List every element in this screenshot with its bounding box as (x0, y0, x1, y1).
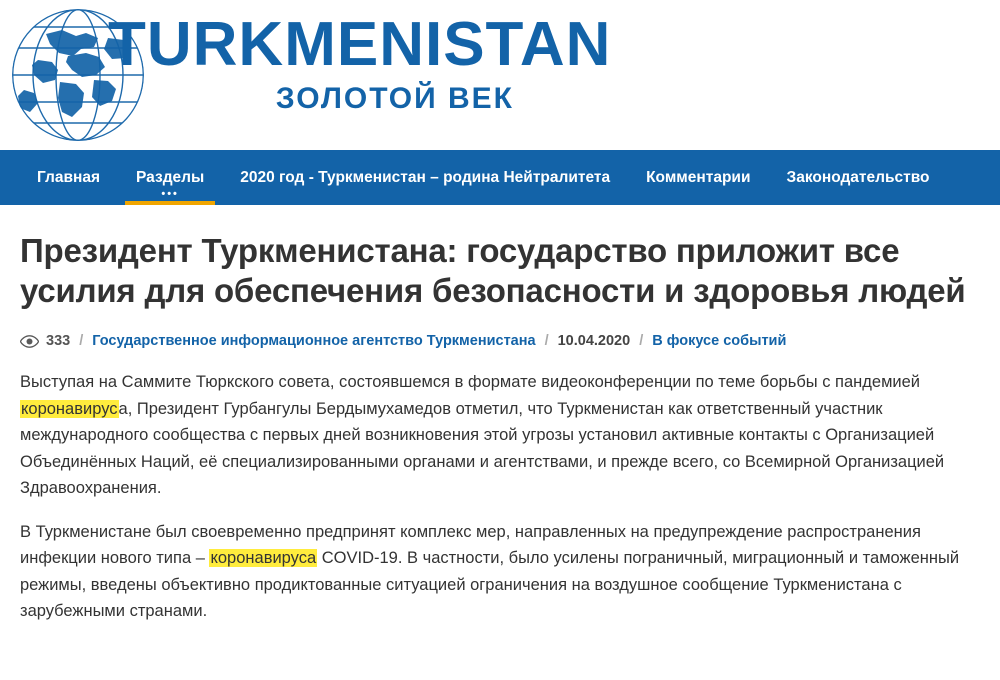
nav-item-label: 2020 год - Туркменистан – родина Нейтралитета (240, 168, 611, 186)
meta-separator: / (544, 333, 549, 349)
site-masthead (0, 0, 1000, 150)
main-navigation (0, 150, 1000, 205)
meta-separator: / (639, 333, 644, 349)
paragraph-text: Выступая на Саммите Тюркского совета, состоявшемся в формате видеоконференции по теме борьбы с пандемией (20, 373, 921, 391)
nav-item-legislation[interactable] (775, 150, 940, 205)
article-body (20, 369, 980, 625)
article-source-link[interactable]: Государственное информационное агентство Туркменистана (92, 333, 536, 349)
nav-item-year-2020[interactable] (229, 150, 621, 205)
site-logo-title: TURKMENISTAN (108, 10, 612, 79)
nav-item-sections[interactable] (125, 150, 215, 205)
site-logo[interactable] (108, 10, 612, 116)
nav-item-home[interactable] (26, 150, 111, 205)
page-title: Президент Туркменистана: государство приложит все усилия для обеспечения безопасности и здоровья людей (20, 232, 966, 309)
nav-item-label: Комментарии (646, 168, 751, 186)
article-category-link[interactable]: В фокусе событий (652, 333, 787, 349)
nav-item-label: Законодательство (786, 168, 930, 186)
chevron-dots-icon: ••• (161, 188, 179, 200)
highlighted-term: коронавирус (21, 399, 118, 418)
paragraph-text: В Туркменистане был своевременно предпринят комплекс мер, направленных на предупреждение распространения инфекции нового типа – (20, 522, 921, 567)
view-count: 333 (46, 333, 71, 349)
paragraph-text: а, Президент Гурбангулы Бердымухамедов отметил, что Туркменистан как ответственный участник международного сообщества с первых дней возникновения этой угрозы установил активные контакты с Организацией Объединённых Наций, её специализированными органами и агентствами, и прежде всего, со Всемирной Организацией Здравоохранения. (20, 399, 945, 497)
highlighted-term: коронавируса (210, 549, 317, 567)
eye-icon (20, 335, 39, 348)
article-paragraph (20, 369, 980, 502)
nav-item-label: Главная (37, 168, 101, 186)
meta-separator: / (79, 333, 84, 349)
article-date: 10.04.2020 (557, 333, 631, 349)
nav-item-label: Разделы (136, 168, 205, 186)
nav-item-comments[interactable] (635, 150, 761, 205)
site-logo-subtitle: ЗОЛОТОЙ ВЕК (275, 82, 514, 115)
article-content (0, 205, 1000, 625)
article-paragraph (20, 519, 980, 625)
paragraph-text: COVID-19. В частности, было усилены пограничный, миграционный и таможенный режимы, введены объективно продиктованные ситуацией ограничения на воздушное сообщение Туркменистана с зарубежными странами. (20, 549, 960, 620)
article-meta (20, 333, 980, 349)
